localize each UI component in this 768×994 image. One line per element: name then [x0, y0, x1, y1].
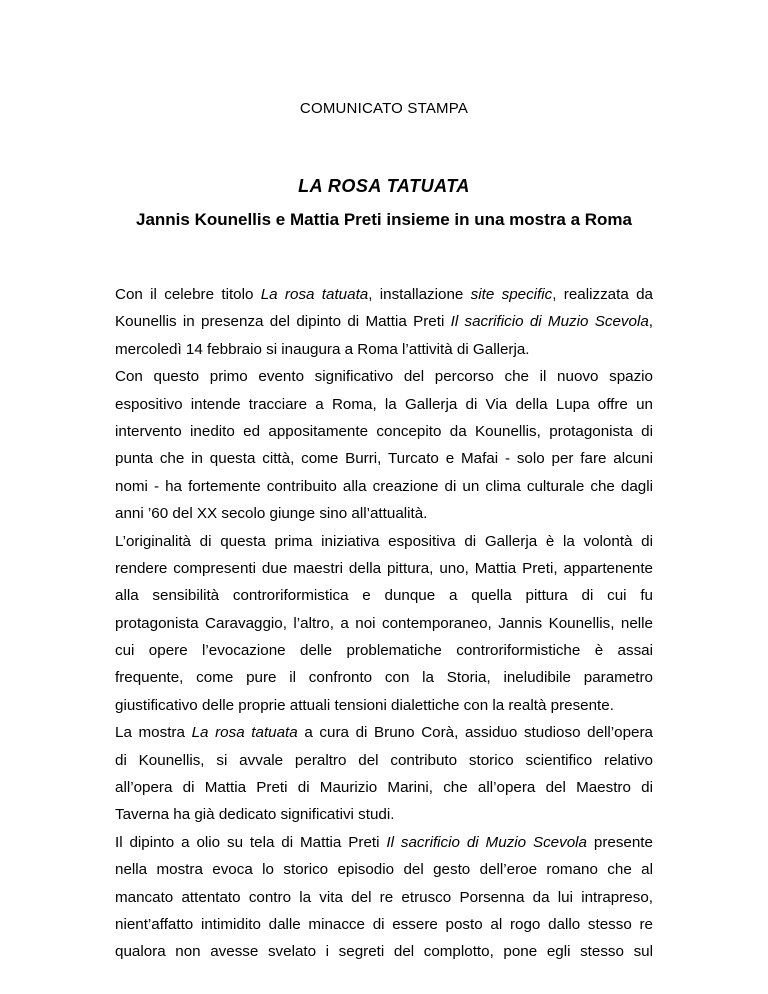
text-line: cui opere l’evocazione delle problematiche controriformistiche è assai [115, 642, 653, 660]
text-line: Taverna ha già dedicato significativi studi. [115, 806, 395, 824]
document-title: LA ROSA TATUATA [298, 176, 470, 196]
text-line: mercoledì 14 febbraio si inaugura a Roma l’attività di Gallerja. [115, 340, 530, 358]
body-text [115, 281, 653, 966]
text-line: nella mostra evoca lo storico episodio del gesto dell’eroe romano che al [115, 861, 653, 879]
text-line: Il dipinto a olio su tela di Mattia Preti Il sacrificio di Muzio Scevola presente [115, 833, 653, 851]
text-line: di Kounellis, si avvale peraltro del contributo storico scientifico relativo [115, 751, 653, 769]
text-line: protagonista Caravaggio, l’altro, a noi contemporaneo, Jannis Kounellis, nelle [115, 614, 653, 632]
text-line: giustificativo delle proprie attuali tensioni dialettiche con la realtà presente. [115, 696, 614, 714]
text-line: frequente, come pure il confronto con la Storia, ineludibile parametro [115, 669, 653, 687]
text-line: L’originalità di questa prima iniziativa espositiva di Gallerja è la volontà di [115, 532, 653, 550]
text-line: rendere compresenti due maestri della pittura, uno, Mattia Preti, appartenente [115, 559, 653, 577]
text-line: nomi - ha fortemente contribuito alla creazione di un clima culturale che dagli [115, 477, 653, 495]
text-line: La mostra La rosa tatuata a cura di Bruno Corà, assiduo studioso dell’opera [115, 724, 653, 742]
text-line: punta che in questa città, come Burri, Turcato e Mafai - solo per fare alcuni [115, 450, 653, 468]
text-line: Con questo primo evento significativo del percorso che il nuovo spazio [115, 368, 653, 386]
document-subtitle: Jannis Kounellis e Mattia Preti insieme in una mostra a Roma [136, 210, 632, 229]
text-line: espositivo intende tracciare a Roma, la Gallerja di Via della Lupa offre un [115, 395, 653, 413]
text-line: intervento inedito ed appositamente concepito da Kounellis, protagonista di [115, 422, 653, 440]
text-line: anni ’60 del XX secolo giunge sino all’attualità. [115, 505, 428, 523]
text-line: mancato attentato contro la vita del re etrusco Porsenna da lui intrapreso, [115, 888, 653, 906]
text-line: all’opera di Mattia Preti di Maurizio Marini, che all’opera del Maestro di [115, 779, 653, 797]
press-release-label: COMUNICATO STAMPA [299, 100, 469, 117]
text-line: alla sensibilità controriformistica e dunque a quella pittura di cui fu [115, 587, 653, 605]
text-line: nient’affatto intimidito dalle minacce di essere posto al rogo dallo stesso re [115, 915, 653, 933]
text-line: Kounellis in presenza del dipinto di Mattia Preti Il sacrificio di Muzio Scevola, [115, 313, 653, 331]
text-line: qualora non avesse svelato i segreti del complotto, pone egli stesso sul [115, 943, 653, 961]
text-line: Con il celebre titolo La rosa tatuata, installazione site specific, realizzata da [115, 286, 653, 303]
